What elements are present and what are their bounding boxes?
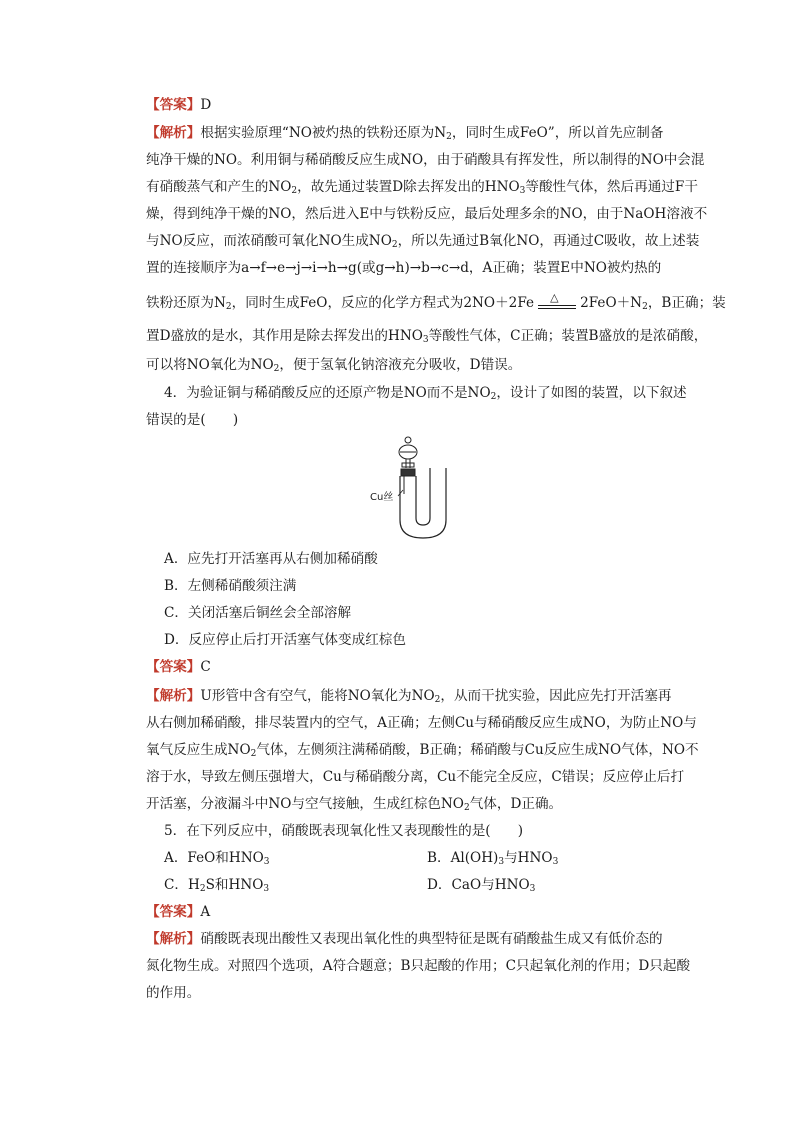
q4-analysis-line-5: 开活塞，分液漏斗中NO与空气接触，生成红棕色$NO_2$气体，D正确。 bbox=[146, 796, 563, 813]
analysis-tag: 【解析】 bbox=[146, 125, 201, 141]
u-tube-diagram bbox=[370, 432, 480, 542]
q4-option-b: B．左侧稀硝酸须注满 bbox=[164, 578, 297, 594]
q5-option-b: B．$Al(OH)_3$与$HNO_3$ bbox=[427, 850, 559, 867]
q4-analysis-line-2: 从右侧加稀硝酸，排尽装置内的空气，A正确；左侧Cu与稀硝酸反应生成NO，为防止NO与 bbox=[146, 715, 697, 731]
q3-analysis-line-1: 【解析】根据实验原理“NO被灼热的铁粉还原为$N_2$，同时生成FeO”，所以首先应制备 bbox=[146, 125, 664, 142]
q3-analysis-line-6: 置的连接顺序为a→f→e→j→i→h→g(或g→h)→b→c→d，A正确；装置E中NO被灼热的 bbox=[146, 260, 662, 276]
answer-tag: 【答案】 bbox=[146, 97, 201, 113]
q4-option-a: A．应先打开活塞再从右侧加稀硝酸 bbox=[164, 551, 378, 567]
q3-answer-line bbox=[146, 96, 676, 114]
answer-tag: 【答案】 bbox=[146, 904, 201, 920]
answer-value: D bbox=[200, 97, 212, 113]
q3-analysis-line-2: 纯净干燥的NO。利用铜与稀硝酸反应生成NO，由于硝酸具有挥发性，所以制得的NO中会混 bbox=[146, 152, 705, 168]
q5-analysis-line-3: 的作用。 bbox=[146, 985, 201, 1001]
q4-analysis-line-3: 氧气反应生成$NO_2$气体，左侧须注满稀硝酸，B正确；稀硝酸与Cu反应生成NO气体，NO不 bbox=[146, 742, 699, 759]
q4-answer-line bbox=[146, 658, 676, 676]
answer-tag: 【答案】 bbox=[146, 659, 201, 675]
q3-analysis-line-4: 燥，得到纯净干燥的NO，然后进入E中与铁粉反应，最后处理多余的NO，由于NaOH溶液不 bbox=[146, 206, 708, 222]
q3-analysis-line-7: 铁粉还原为$N_2$，同时生成FeO，反应的化学方程式为2NO＋2Fe △ $2FeO+N_2$，B正确；装 bbox=[146, 290, 726, 312]
q5-option-a: A．FeO和$HNO_3$ bbox=[164, 850, 270, 867]
answer-value: C bbox=[200, 659, 211, 675]
q4-analysis-line-1: 【解析】U形管中含有空气，能将NO氧化为$NO_2$，从而干扰实验，因此应先打开活塞再 bbox=[146, 688, 672, 705]
q4-option-d: D．反应停止后打开活塞气体变成红棕色 bbox=[164, 632, 406, 648]
q4-stem-line-1: 4．为验证铜与稀硝酸反应的还原产物是NO而不是$NO_2$，设计了如图的装置，以下叙述 bbox=[164, 385, 687, 402]
answer-value: A bbox=[200, 904, 211, 920]
q5-answer-line bbox=[146, 903, 676, 921]
q5-stem: 5．在下列反应中，硝酸既表现氧化性又表现酸性的是( ) bbox=[164, 823, 524, 839]
analysis-tag: 【解析】 bbox=[146, 688, 201, 704]
q5-analysis-line-2: 氮化物生成。对照四个选项，A符合题意；B只起酸的作用；C只起氧化剂的作用；D只起酸 bbox=[146, 958, 691, 974]
q3-analysis-line-5: 与NO反应，而浓硝酸可氧化NO生成$NO_2$，所以先通过B氧化NO，再通过C吸收，故上述装 bbox=[146, 233, 700, 250]
q4-stem-line-2: 错误的是( ) bbox=[146, 412, 239, 428]
q3-analysis-line-3: 有硝酸蒸气和产生的$NO_2$，故先通过装置D除去挥发出的$HNO_3$等酸性气体，然后再通过F干 bbox=[146, 179, 698, 196]
copper-wire-label: Cu丝 bbox=[370, 492, 394, 503]
heat-condition-sign: △ bbox=[538, 295, 576, 313]
q5-option-d: D．CaO与$HNO_3$ bbox=[427, 877, 536, 894]
q3-analysis-line-8: 置D盛放的是水，其作用是除去挥发出的$HNO_3$等酸性气体，C正确；装置B盛放的是浓硝酸， bbox=[146, 328, 708, 345]
u-tube-apparatus-figure bbox=[370, 432, 480, 542]
q3-analysis-line-9: 可以将NO氧化为$NO_2$，便于氢氧化钠溶液充分吸收，D错误。 bbox=[146, 357, 522, 374]
q5-option-c: C．$H_2S$和$HNO_3$ bbox=[164, 877, 270, 894]
q4-analysis-line-4: 溶于水，导致左侧压强增大，Cu与稀硝酸分离，Cu不能完全反应，C错误；反应停止后打 bbox=[146, 769, 685, 785]
analysis-tag: 【解析】 bbox=[146, 931, 201, 947]
q5-analysis-line-1: 【解析】硝酸既表现出酸性又表现出氧化性的典型特征是既有硝酸盐生成又有低价态的 bbox=[146, 931, 663, 947]
q4-option-c: C．关闭活塞后铜丝会全部溶解 bbox=[164, 605, 352, 621]
